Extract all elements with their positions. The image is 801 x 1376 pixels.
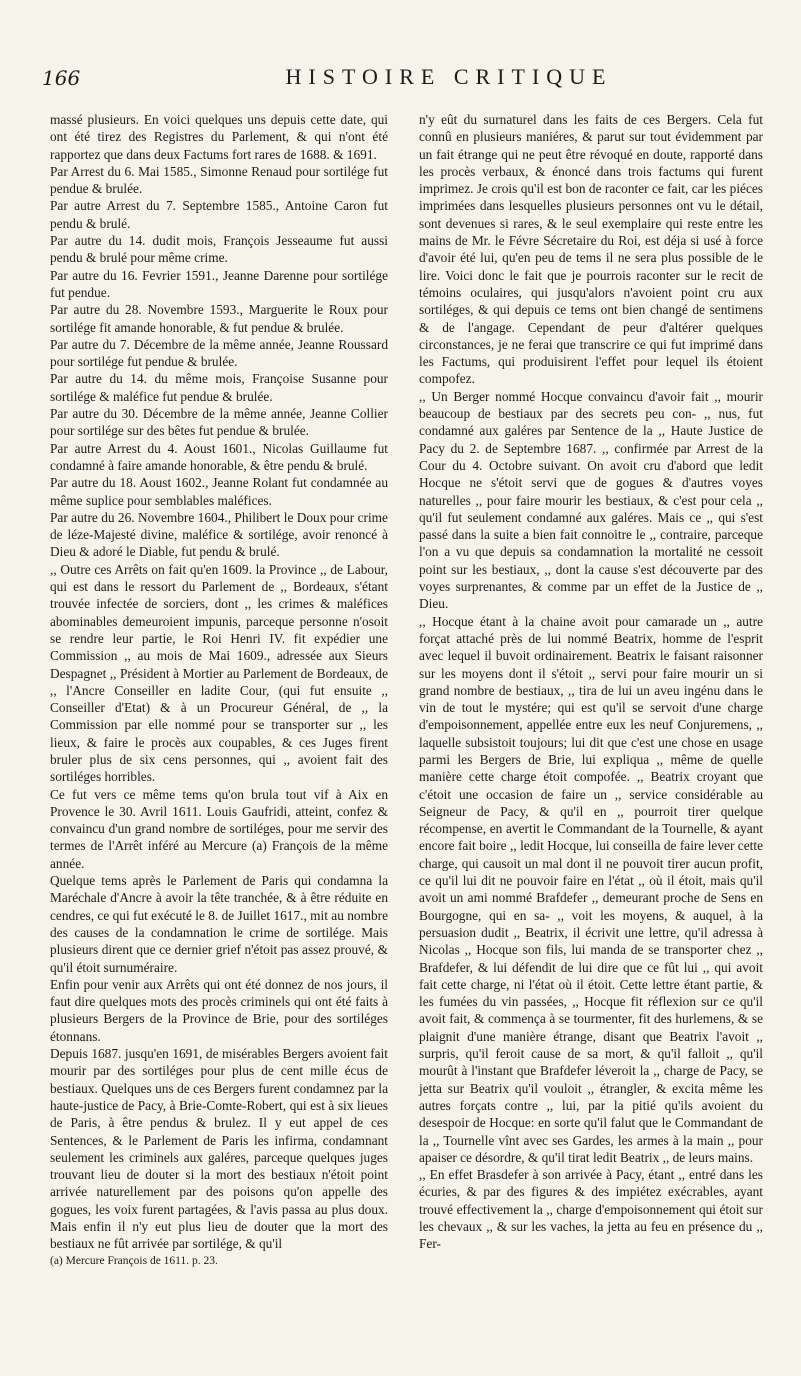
right-column	[419, 111, 763, 1253]
paragraph: n'y eût du surnaturel dans les faits de ces Bergers. Cela fut connû en plusieurs maniéres, & parut sur tout évidemment par un fait étrange qui ne peut être révoqué en doute, rapporté dans les procès verbaux, & énoncé dans trois factums qui furent imprimez. Je crois qu'il est bon de raconter ce fait, car les piéces imprimées dans lesquelles plusieurs personnes ont vu le détail, sont devenues si rares, & le seul exemplaire qui reste entre les mains de Mr. le Févre Sécretaire du Roi, est déja si usé à force d'avoir été lui, qu'en peu de tems il ne sera plus possible de le lire. Voici donc le fait que je pourrois raconter sur le recit de témoins oculaires, qui jusqu'alors n'avoient point cru aux sortiléges, & qui depuis ce tems ont bien changé de sentimens & de l'angage. Cependant de peur d'altérer quelques circonstances, je ne ferai que transcrire ce qui fut imprimé dans les Factums, qui produisirent l'effet pour lequel ils étoient compofez.	[419, 112, 763, 387]
footnote: (a) Mercure François de 1611. p. 23.	[50, 1254, 218, 1267]
quoted-paragraph: ,, En effet Brasdefer à son arrivée à Pacy, étant ,, entré dans les écuries, & par des figures & des impiétez exécrables, ayant trouvé effectivement la ,, charge d'empoisonnement qui étoit sur les chevaux ,, & sur les vaches, la jetta au feu en présence du ,, Fer-	[419, 1167, 763, 1252]
paragraph: Depuis 1687. jusqu'en 1691, de misérables Bergers avoient fait mourir par des sortiléges pour plus de cent mille écus de bestiaux. Quelques uns de ces Bergers furent condamnez par la haute-justice de Pacy, à Brie-Comte-Robert, qui est à six lieues de Paris, à être pendus & brulez. Il y eut appel de ces Sentences, & le Parlement de Paris les infirma, condamnant seulement les criminels aux galéres, parceque quelques juges trouvant lieu de douter si la mort des bestiaux n'étoit point arrivée naturellement par des poisons qu'on appelle des gogues, les voix furent partagées, & l'avis passa au plus doux. Mais enfin il n'y eut plus lieu de douter que la mort des bestiaux ne fût arrivée par sortilége, & qu'il	[50, 1046, 388, 1252]
quoted-paragraph: ,, Hocque étant à la chaine avoit pour camarade un ,, autre forçat attaché près de lui nommé Beatrix, homme de l'esprit avec lequel il buvoit ordinairement. Beatrix le faisant raisonner sur les moyens dont il s'étoit ,, servi pour faire mourir un si grand nombre de bestiaux, ,, tira de lui un aveu ingénu dans le vin de tout le mystére; qui est qu'il se servoit d'une charge d'empoisonnement, appellée entre eux les neuf Conjuremens, ,, laquelle subsistoit toujours; lui dit que c'est une chose en usage parmi les Bergers de Brie, lui expliqua ,, même de quelle manière cette charge étoit compofée. ,, Beatrix croyant que c'étoit une occasion de faire un ,, service considérable au Seigneur de Pacy, & qu'il en ,, pourroit tirer quelque récompense, en avertit le Commandant de la Tournelle, & ayant encore fait boire ,, ledit Hocque, lui conseilla de faire lever cette charge, qui causoit un mal dont il ne pouvoit tirer aucun profit, ce qu'il lui dit ne pouvoir faire en l'état ,, où il étoit, mais qu'il avoit un ami nommé Brafdefer ,, demeurant proche de Sens en Bourgogne, qui en sa- ,, voit les moyens, & auquel, à la persuasion dudit ,, Beatrix, il écrivit une lettre, qu'il adressa à Nicolas ,, Hocque son fils, lui manda de se transporter chez ,, Brafdefer, & lui défendit de lui dire que ce fût lui ,, qui avoit fait cette charge, ni l'état où il étoit. Cette lettre étant partie, & les fumées du vin passées, ,, Hocque fit réflexion sur ce qu'il avoit fait, & commença à se tourmenter, fit des hurlemens, & se plaignit d'une manière étrange, disant que Beatrix l'avoit ,, surpris, qu'il feroit cause de sa mort, & qu'il falloit ,, qu'il mourût à l'instant que Brafdefer léveroit la ,, charge de Pacy, se jetta sur Beatrix qu'il vouloit ,, étrangler, & excita même les autres forçats contre ,, lui, par la pitié qu'ils avoient du desespoir de Hocque: en sorte qu'il falut que le Commandant de la ,, Tournelle vînt avec ses Gardes, les armes à la main ,, pour apaiser ce désordre, & qu'il tirat ledit Beatrix ,, de leurs mains.	[419, 613, 763, 1165]
paragraph: Par Arrest du 6. Mai 1585., Simonne Renaud pour sortilége fut pendue & brulée.	[50, 163, 388, 197]
running-title: HISTOIRE CRITIQUE	[285, 64, 613, 89]
paragraph: Par autre du 7. Décembre de la même année, Jeanne Roussard pour sortilége fut pendue & brulée.	[50, 336, 388, 370]
paragraph: Par autre du 14. du même mois, Françoise Susanne pour sortilége & maléfice fut pendue & brulée.	[50, 371, 388, 404]
paragraph: Ce fut vers ce même tems qu'on brula tout vif à Aix en Provence le 30. Avril 1611. Louis Gaufridi, atteint, confez & convaincu d'un grand nombre de sortiléges, pour me servir des termes de l'Arrêt inféré au Mercure (a) François de la même année.	[50, 786, 388, 871]
page-number: 166	[42, 66, 81, 90]
paragraph: Par autre du 14. dudit mois, François Jesseaume fut aussi pendu & brulé pour même crime.	[50, 233, 388, 266]
paragraph: Par autre du 16. Fevrier 1591., Jeanne Darenne pour sortilége fut pendue.	[50, 267, 388, 300]
paragraph: Par autre Arrest du 4. Aoust 1601., Nicolas Guillaume fut condamné à faire amande honorable, & être pendu & brulé.	[50, 440, 388, 473]
paragraph: Enfin pour venir aux Arrêts qui ont été donnez de nos jours, il faut dire quelques mots des procès criminels qui ont été faits à plusieurs Bergers de la Province de Brie, pour des sortiléges étonnans.	[50, 976, 388, 1044]
quoted-paragraph: ,, Outre ces Arrêts on fait qu'en 1609. la Province ,, de Labour, qui est dans le ressort du Parlement de ,, Bordeaux, s'étant trouvée infectée de sorciers, dont ,, les crimes & maléfices abominables demeuroient impunis, parceque personne n'osoit se rendre leur partie, le Roi Henri IV. fit expédier une Commission ,, au mois de Mai 1609., adressée aux Sieurs Despagnet ,, Président à Mortier au Parlement de Bordeaux, de ,, l'Ancre Conseiller en ladite Cour, (qui fut ensuite ,, Conseiller d'Etat) & à un Procureur Général, de ,, la Commission par elle nommé pour se transporter sur ,, les lieux, & faire le procès aux coupables, & ces Juges firent bruler plus de six cens personnes, qui ,, avoient fait des sortiléges horribles.	[50, 561, 388, 785]
paragraph: Par autre du 28. Novembre 1593., Marguerite le Roux pour sortilége fit amande honorable, & fut pendue & brulée.	[50, 302, 388, 335]
paragraph: massé plusieurs. En voici quelques uns depuis cette date, qui ont été tirez des Registres du Parlement, & qui n'ont été rapportez que dans deux Factums fort rares de 1688. & 1691.	[50, 112, 388, 162]
paragraph: Par autre du 26. Novembre 1604., Philibert le Doux pour crime de léze-Majesté divine, maléfice & sortilége, avoir renoncé à Dieu & adoré le Diable, fut pendu & brulé.	[50, 509, 388, 560]
paragraph: Quelque tems après le Parlement de Paris qui condamna la Maréchale d'Ancre à avoir la tête tranchée, & à être réduite en cendres, ce qui fut exécuté le 8. de Juillet 1617., mit au nombre des causes de la condamnation le crime de sortilége. Mais plusieurs dirent que ce dernier grief n'étoit pas assez prouvé, & qu'il étoit surnuméraire.	[50, 873, 388, 975]
quoted-paragraph: ,, Un Berger nommé Hocque convaincu d'avoir fait ,, mourir beaucoup de bestiaux par des secrets peu con- ,, nus, fut condamné aux galéres par Sentence de la ,, Haute Justice de Pacy du 2. de Septembre 1687. ,, confirmée par Arrest de la Cour du 4. Octobre suivant. On avoit cru d'abord que ledit Hocque ne s'étoit servi que de gogues & d'autres voyes naturelles ,, pour faire mourir les bestiaux, & c'est pour cela ,, qu'il fut seulement condamné aux galéres. Mais ce ,, qui s'est passé dans la suite a bien fait connoitre le ,, contraire, parceque l'on a vu que depuis sa condamnation la mortalité ne cessoit point sur les bestiaux, ,, dont la cause s'est découverte par des voyes surprenantes, & comme par un effet de la Justice de ,, Dieu.	[419, 388, 763, 612]
left-column	[50, 111, 388, 1270]
paragraph: Par autre Arrest du 7. Septembre 1585., Antoine Caron fut pendu & brulé.	[50, 198, 388, 231]
paragraph: Par autre du 18. Aoust 1602., Jeanne Rolant fut condamnée au même suplice pour semblables maléfices.	[50, 475, 388, 508]
paragraph: Par autre du 30. Décembre de la même année, Jeanne Collier pour sortilége sur des bêtes fut pendue & brulée.	[50, 406, 388, 439]
running-header	[42, 62, 766, 96]
